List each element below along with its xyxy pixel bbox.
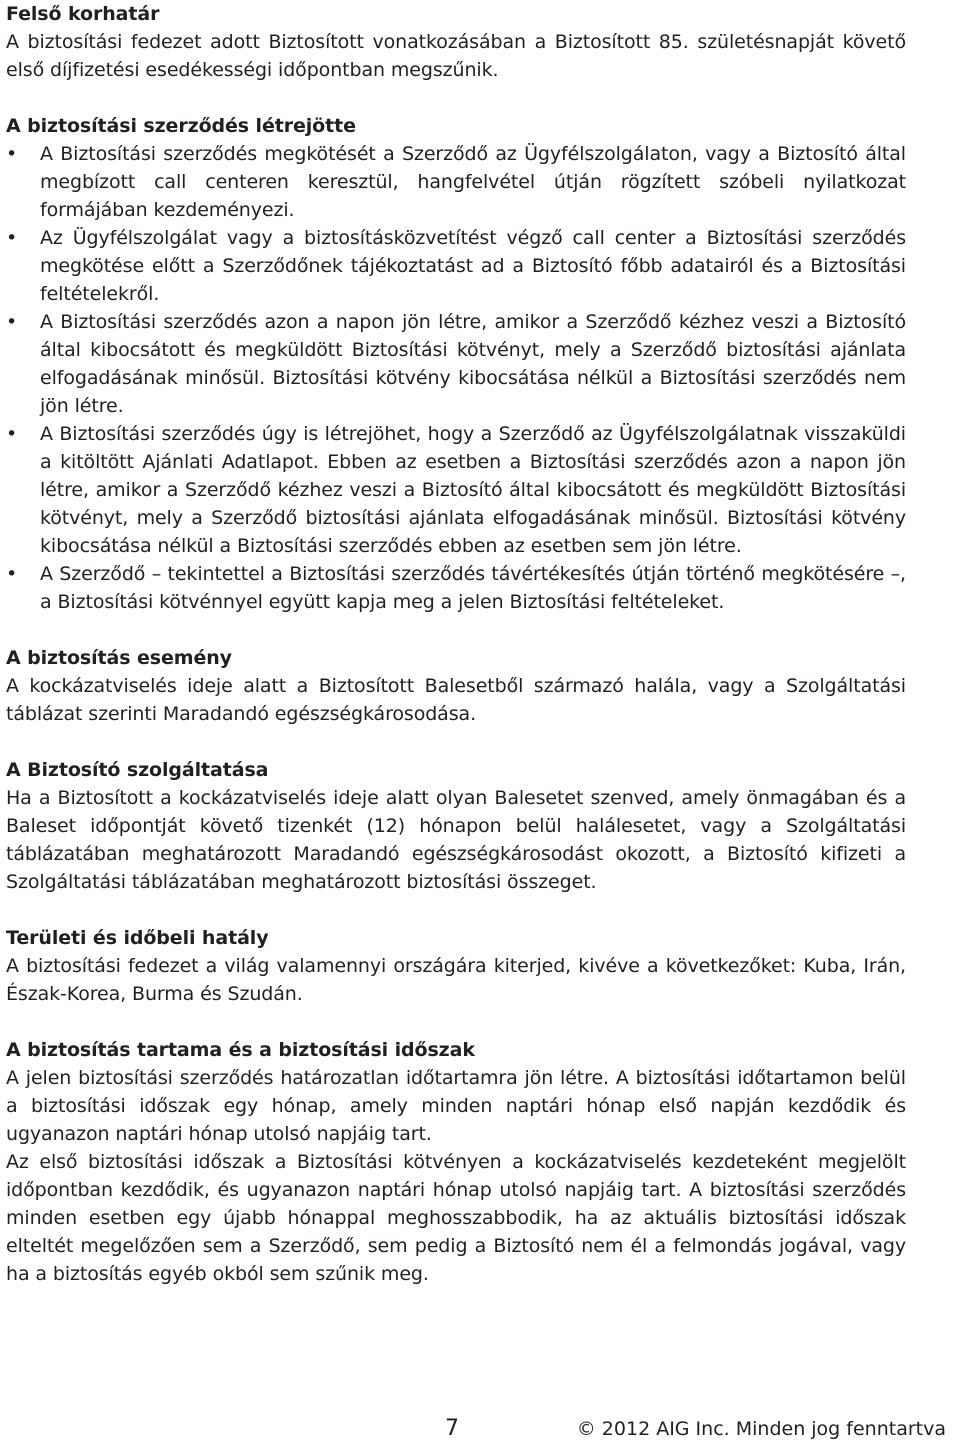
section-title: Felső korhatár bbox=[6, 3, 160, 25]
section-insured-event bbox=[6, 644, 906, 728]
bullet-icon: • bbox=[6, 227, 18, 249]
section-text: A biztosítási fedezet adott Biztosított vonatkozásában a Biztosított 85. születésnapját követő első díjfizetési esedékességi időpontban megszűnik. bbox=[6, 31, 906, 81]
list-item-text: A Biztosítási szerződés megkötését a Szerződő az Ügyfélszolgálaton, vagy a Biztosító által megbízott call centeren keresztül, hangfelvétel útján rögzített szóbeli nyilatkozat formájában kezdeményezi. bbox=[40, 143, 906, 221]
list-item bbox=[6, 140, 906, 224]
section-text: Ha a Biztosított a kockázatviselés ideje alatt olyan Balesetet szenved, amely önmagában és a Baleset időpontját követő tizenkét (12) hónapon belül halálesetet, vagy a Szolgáltatási táblázatában meghatározott Maradandó egészségkárosodást okozott, a Biztosító kifizeti a Szolgáltatási táblázatában meghatározott biztosítási összeget. bbox=[6, 787, 906, 893]
bullet-list bbox=[6, 140, 906, 616]
section-title: A biztosítás esemény bbox=[6, 647, 232, 669]
copyright-notice: © 2012 AIG Inc. Minden jog fenntartva bbox=[576, 1418, 946, 1440]
list-item bbox=[6, 560, 906, 616]
list-item-text: A Biztosítási szerződés azon a napon jön létre, amikor a Szerződő kézhez veszi a Biztosító által kibocsátott és megküldött Biztosítási kötvényt, mely a Szerződő biztosítási ajánlata elfogadásának minősül. Biztosítási kötvény kibocsátása nélkül a Biztosítási szerződés nem jön létre. bbox=[40, 311, 906, 417]
section-territorial bbox=[6, 924, 906, 1008]
document-page bbox=[6, 0, 906, 1316]
section-insurer-service bbox=[6, 756, 906, 896]
section-title: A biztosítás tartama és a biztosítási időszak bbox=[6, 1039, 475, 1061]
list-item bbox=[6, 420, 906, 560]
bullet-icon: • bbox=[6, 143, 18, 165]
list-item-text: A Szerződő – tekintettel a Biztosítási szerződés távértékesítés útján történő megkötésére –, a Biztosítási kötvénnyel együtt kapja meg a jelen Biztosítási feltételeket. bbox=[40, 563, 906, 613]
list-item-text: A Biztosítási szerződés úgy is létrejöhet, hogy a Szerződő az Ügyfélszolgálatnak visszaküldi a kitöltött Ajánlati Adatlapot. Ebben az esetben a Biztosítási szerződés azon a napon jön létre, amikor a Szerződő kézhez veszi a Biztosító által kibocsátott és megküldött Biztosítási kötvényt, mely a Szerződő biztosítási ajánlata elfogadásának minősül. Biztosítási kötvény kibocsátása nélkül a Biztosítási szerződés ebben az esetben sem jön létre. bbox=[40, 423, 906, 557]
section-text: A kockázatviselés ideje alatt a Biztosított Balesetből származó halála, vagy a Szolgáltatási táblázat szerinti Maradandó egészségkárosodása. bbox=[6, 675, 906, 725]
list-item-text: Az Ügyfélszolgálat vagy a biztosításközvetítést végző call center a Biztosítási szerződés megkötése előtt a Szerződőnek tájékoztatást ad a Biztosító főbb adatairól és a Biztosítási feltételekről. bbox=[40, 227, 906, 305]
bullet-icon: • bbox=[6, 423, 18, 445]
bullet-icon: • bbox=[6, 311, 18, 333]
section-upper-age bbox=[6, 0, 906, 84]
section-contract-creation bbox=[6, 112, 906, 616]
section-text: A jelen biztosítási szerződés határozatlan időtartamra jön létre. A biztosítási időtartamon belül a biztosítási időszak egy hónap, amely minden naptári hónap első napján kezdődik és ugyanazon naptári hónap utolsó napjáig tart. bbox=[6, 1067, 906, 1145]
section-title: A Biztosító szolgáltatása bbox=[6, 759, 269, 781]
list-item bbox=[6, 308, 906, 420]
section-title: A biztosítási szerződés létrejötte bbox=[6, 115, 356, 137]
section-text: A biztosítási fedezet a világ valamennyi országára kiterjed, kivéve a következőket: Kuba, Irán, Észak-Korea, Burma és Szudán. bbox=[6, 955, 906, 1005]
page-number: 7 bbox=[445, 1416, 459, 1441]
section-text: Az első biztosítási időszak a Biztosítási kötvényen a kockázatviselés kezdeteként megjelölt időpontban kezdődik, és ugyanazon naptári hónap utolsó napjáig tart. A biztosítási szerződés minden esetben egy újabb hónappal meghosszabbodik, ha az aktuális biztosítási időszak elteltét megelőzően sem a Szerződő, sem pedig a Biztosító nem él a felmondás jogával, vagy ha a biztosítás egyéb okból sem szűnik meg. bbox=[6, 1151, 906, 1285]
section-title: Területi és időbeli hatály bbox=[6, 927, 269, 949]
section-duration bbox=[6, 1036, 906, 1288]
list-item bbox=[6, 224, 906, 308]
bullet-icon: • bbox=[6, 563, 18, 585]
